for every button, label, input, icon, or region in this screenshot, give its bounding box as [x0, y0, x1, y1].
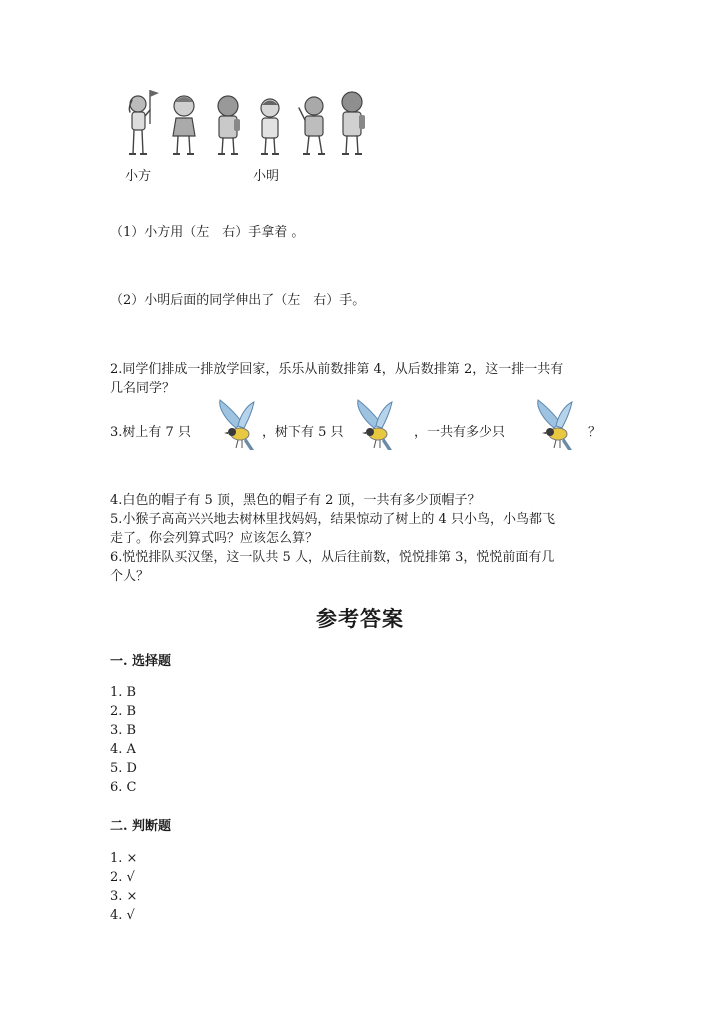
- answer-item: 3. B: [110, 723, 137, 738]
- answer-item: 3. ×: [110, 889, 138, 904]
- bird-icon: [354, 398, 396, 458]
- question-3-part-b: ，树下有 5 只: [262, 425, 344, 440]
- question-6-line-2: 个人？: [110, 569, 150, 584]
- answers-title: 参考答案: [316, 606, 404, 631]
- child-figure: [261, 99, 279, 154]
- bird-icon: [534, 398, 576, 458]
- question-3-part-a: 3.树上有 7 只: [110, 425, 191, 440]
- question-6-line-1: 6.悦悦排队买汉堡，这一队共 5 人，从后往前数，悦悦排第 3，悦悦前面有几: [110, 550, 555, 565]
- question-3-part-c: ，一共有多少只: [414, 425, 506, 440]
- answer-item: 4. √: [110, 908, 135, 923]
- figure-label-xiaoming: 小明: [253, 169, 280, 184]
- child-figure: [299, 97, 325, 154]
- answer-item: 2. B: [110, 704, 137, 719]
- question-1-part-2: （2）小明后面的同学伸出了（左 右）手。: [110, 293, 366, 308]
- child-figure: [173, 96, 195, 154]
- section-heading-judgment: 二. 判断题: [110, 819, 172, 834]
- bird-icon: [216, 398, 258, 458]
- judgment-answer-list: [110, 850, 137, 926]
- answer-item: 4. A: [110, 742, 136, 757]
- section-heading-choice: 一. 选择题: [110, 654, 172, 669]
- question-5-line-1: 5.小猴子高高兴兴地去树林里找妈妈，结果惊动了树上的 4 只小鸟，小鸟都飞: [110, 512, 555, 527]
- question-3-part-d: ？: [588, 425, 602, 440]
- answer-item: 2. √: [110, 870, 135, 885]
- child-figure: [342, 92, 365, 154]
- choice-answer-list: [110, 684, 137, 798]
- answer-item: 6. C: [110, 780, 137, 795]
- question-5-line-2: 走了。你会列算式吗？应该怎么算？: [110, 531, 319, 546]
- answer-item: 1. B: [110, 685, 137, 700]
- child-figure: [218, 96, 240, 154]
- child-figure: [129, 90, 159, 154]
- question-1-part-1: （1）小方用（左 右）手拿着 。: [110, 225, 305, 240]
- children-illustration: [110, 84, 370, 164]
- answer-item: 5. D: [110, 761, 137, 776]
- bird-picture: [534, 398, 576, 458]
- question-2-line-2: 几名同学？: [110, 381, 176, 396]
- question-4: 4.白色的帽子有 5 顶，黑色的帽子有 2 顶，一共有多少顶帽子？: [110, 493, 481, 508]
- bird-picture: [216, 398, 258, 458]
- bird-picture: [354, 398, 396, 458]
- figure-label-xiaofang: 小方: [125, 169, 152, 184]
- question-2-line-1: 2.同学们排成一排放学回家，乐乐从前数排第 4，从后数排第 2，这一排一共有: [110, 362, 564, 377]
- answer-item: 1. ×: [110, 851, 138, 866]
- children-row-drawing: [110, 84, 370, 164]
